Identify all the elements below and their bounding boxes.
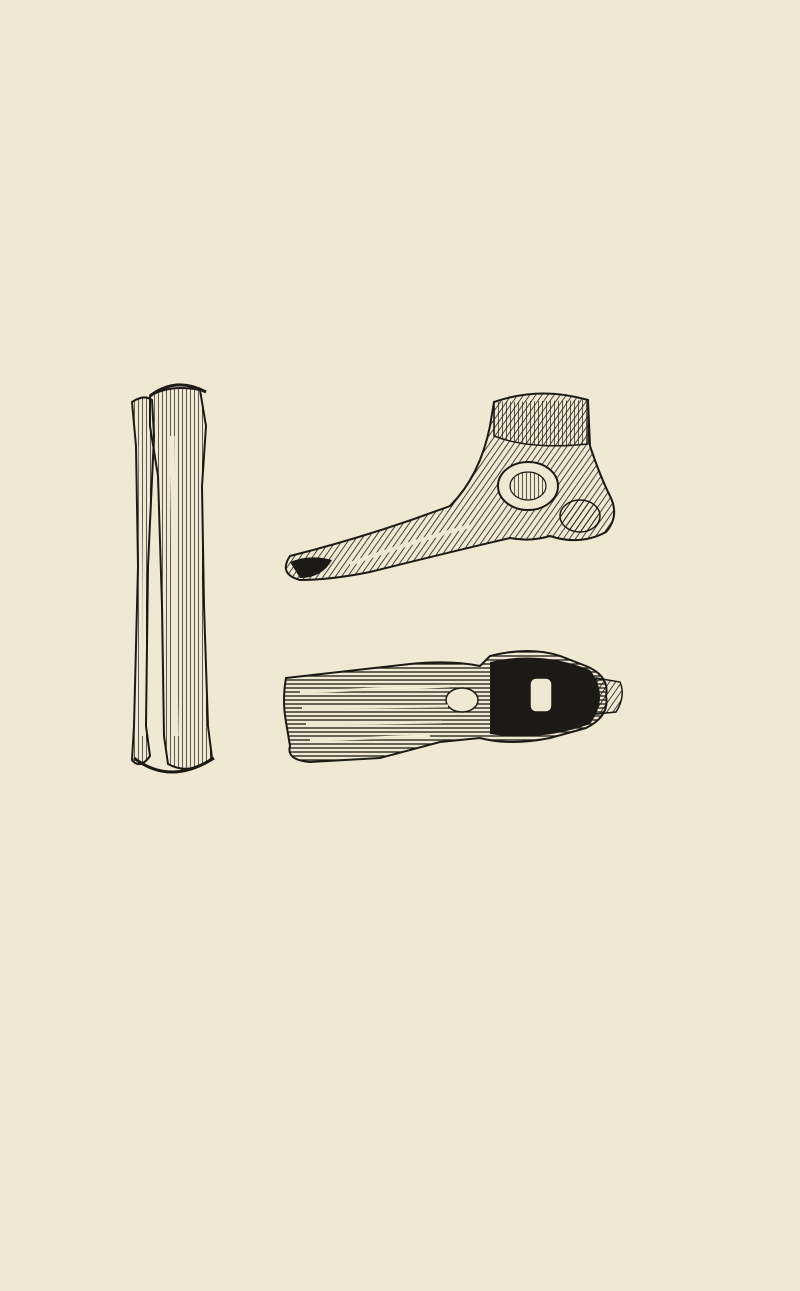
figures-area — [110, 366, 670, 828]
running-head — [72, 104, 684, 128]
bone-illustrations — [110, 366, 670, 828]
fig15-foot-top — [284, 651, 622, 762]
fig14-foot-side — [286, 393, 614, 580]
fig13-leg-bones — [132, 385, 214, 772]
